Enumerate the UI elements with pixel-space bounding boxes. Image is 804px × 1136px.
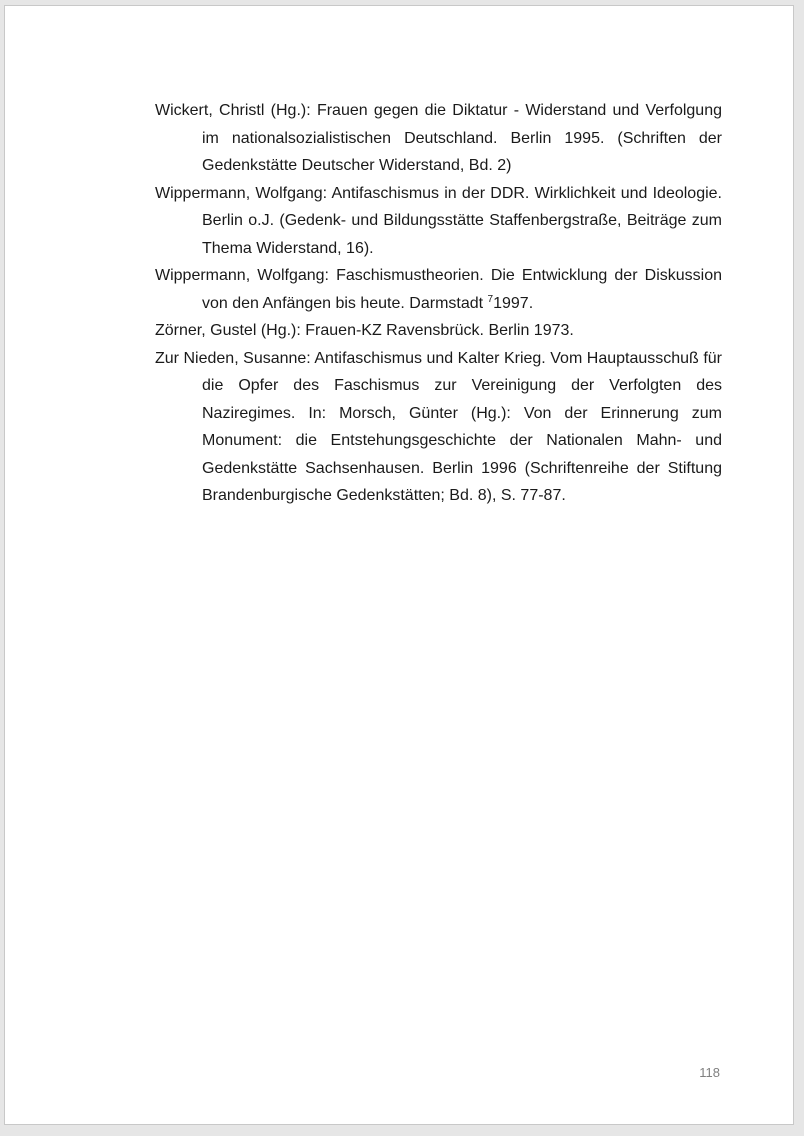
bibliography-entry-zur-nieden: Zur Nieden, Susanne: Antifaschismus und Kalter Krieg. Vom Hauptausschuß für die Opfer des Faschismus zur Vereinigung der Verfolgten des Naziregimes. In: Morsch, Günter (Hg.): Von der Erinnerung zum Monument: die Entstehungsgeschichte der Nationalen Mahn- und Gedenkstätte Sachsenhausen. Berlin 1996 (Schriftenreihe der Stiftung Brandenburgische Gedenkstätten; Bd. 8), S. 77-87.: [155, 349, 722, 504]
document-page: [4, 5, 794, 1125]
bibliography-entry-zoerner: Zörner, Gustel (Hg.): Frauen-KZ Ravensbrück. Berlin 1973.: [155, 322, 574, 339]
page-number: 118: [699, 1065, 720, 1080]
edition-superscript: 7: [487, 293, 494, 305]
bibliography-entry-wippermann-ddr: Wippermann, Wolfgang: Antifaschismus in der DDR. Wirklichkeit und Ideologie. Berlin o.J. (Gedenk- und Bildungsstätte Staffenbergstraße, Beiträge zum Thema Widerstand, 16).: [155, 184, 722, 257]
bibliography-entry-wippermann-faschismus: [155, 262, 722, 317]
bibliography-list: [155, 97, 722, 510]
entry-text: Wippermann, Wolfgang: Faschismustheorien. Die Entwicklung der Diskussion von den Anfängen bis heute. Darmstadt: [155, 267, 722, 312]
bibliography-entry-wickert: Wickert, Christl (Hg.): Frauen gegen die Diktatur - Widerstand und Verfolgung im nationalsozialistischen Deutschland. Berlin 1995. (Schriften der Gedenkstätte Deutscher Widerstand, Bd. 2): [155, 102, 722, 174]
entry-year: 1997.: [493, 294, 534, 312]
